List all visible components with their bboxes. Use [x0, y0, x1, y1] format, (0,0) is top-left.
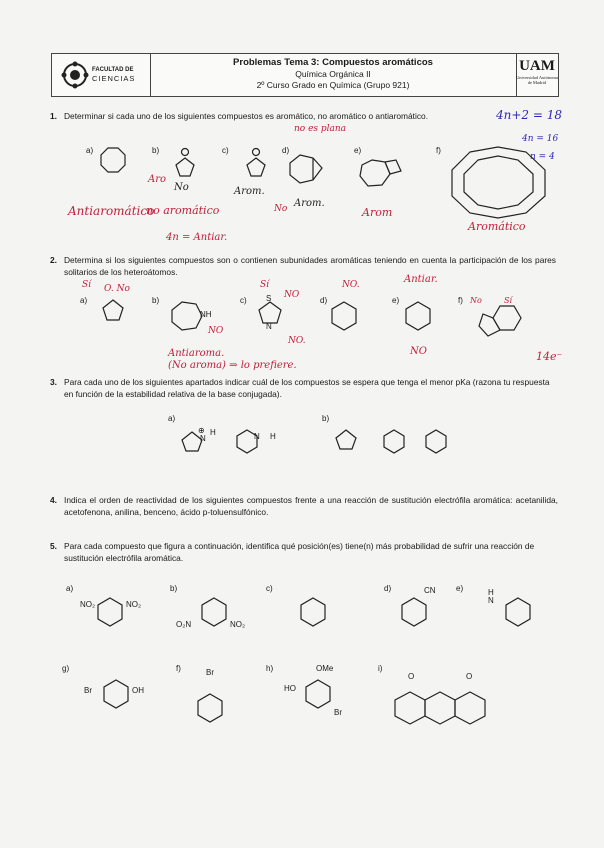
q5-text: Para cada compuesto que figura a continuación, identifica qué posición(es) tiene(n) más probabilidad de sufrir una reacción de sustitución electrófila aromática. — [64, 541, 535, 563]
q1-note-arom-e: Arom — [362, 206, 393, 219]
uni-line2: de Madrid — [527, 80, 547, 85]
q5-g-structure — [104, 680, 128, 708]
q5-f-structure — [198, 694, 222, 722]
q5-g-oh: OH — [132, 686, 144, 695]
q5-b-structure — [202, 598, 226, 626]
q5-h-ho: HO — [284, 684, 296, 693]
azepine-structure — [172, 302, 202, 330]
faculty-line2: CIENCIAS — [92, 74, 136, 83]
q2-note-no-f: No — [470, 296, 482, 305]
faculty-line1: FACULTAD DE — [92, 67, 134, 73]
q5-a-no2-left: NO₂ — [80, 600, 96, 609]
uam-logo: UAM — [519, 58, 555, 74]
pyrylium-structure — [332, 302, 356, 330]
q2-note-anti-b: Antiaroma. — [168, 348, 225, 359]
q5-label-b: b) — [170, 584, 178, 593]
q5-a-no2-right: NO₂ — [126, 600, 142, 609]
q1-note-noarom: no aromático — [146, 204, 220, 217]
cyclohexadiene-structure — [426, 430, 446, 453]
q5-label-h: h) — [266, 664, 274, 673]
q2-label-d: d) — [320, 296, 328, 305]
q5-h-ome: OMe — [316, 664, 334, 673]
q5-c-structure — [301, 598, 325, 626]
q1-number: 1. — [50, 111, 57, 121]
q2-note-si-c: Sí — [260, 280, 270, 290]
dioxin-structure — [406, 302, 430, 330]
q1-note-arom-c: Arom. — [234, 186, 265, 197]
furan-structure — [103, 300, 123, 320]
q1-label-f: f) — [436, 146, 441, 155]
q2-note-anti-b2: (No aroma) ⇒ lo prefiere. — [168, 360, 297, 371]
q1-label-e: e) — [354, 146, 362, 155]
q2-s-atom: S — [266, 294, 272, 303]
q3-text: Para cada uno de los siguientes apartados indicar cuál de los compuestos se espera que tenga el menor pKa (razona tu respuesta en función de la estabilidad relativa de la base conjugada). — [64, 377, 550, 399]
q5-number: 5. — [50, 541, 57, 551]
page-title: Problemas Tema 3: Compuestos aromáticos — [233, 57, 433, 68]
q2-label-e: e) — [392, 296, 400, 305]
q2-note-anti-e: Antiar. — [404, 274, 438, 285]
q1-note-aro: Aro — [148, 174, 167, 185]
q5-b-o2n: O₂N — [176, 620, 192, 629]
cyclopentadienyl-anion-structure — [247, 158, 265, 176]
q1-label-d: d) — [282, 146, 290, 155]
methano-annulene-structure — [290, 155, 322, 183]
q5-label-d: d) — [384, 584, 392, 593]
q2-label-c: c) — [240, 296, 247, 305]
q2-label-a: a) — [80, 296, 88, 305]
q3-h-b: H — [270, 432, 276, 441]
q2-note-si-f: Sí — [504, 296, 513, 305]
q5-label-a: a) — [66, 584, 74, 593]
purine-structure — [493, 306, 521, 330]
q1-note-arom-d: Arom. — [294, 198, 325, 209]
q5-label-e: e) — [456, 584, 464, 593]
q1-text: Determinar si cada uno de los siguientes compuestos es aromático, no aromático o antiaromático. — [64, 111, 429, 121]
q1-note-n: n = 4 — [530, 152, 555, 162]
q4-number: 4. — [50, 495, 57, 505]
q5-e-h: H — [488, 588, 494, 597]
q2-note-no-a: O. No — [104, 284, 130, 294]
q5-label-i: i) — [378, 664, 383, 673]
annulene-18-structure — [452, 147, 545, 218]
q1-note-anti: Antiaromático — [68, 204, 155, 218]
q2-n-atom: N — [266, 322, 272, 331]
pyran-structure — [384, 430, 404, 453]
q2-note-si-a: Sí — [82, 280, 92, 290]
q3-number: 3. — [50, 377, 57, 387]
cyclopentadiene-structure — [336, 430, 356, 449]
q2-note-no-c2: NO. — [288, 336, 306, 346]
q3-plus-a: ⊕ — [198, 426, 205, 435]
q5-f-br: Br — [206, 668, 214, 677]
q2-note-no-c1: NO — [284, 290, 300, 300]
q5-e-structure — [506, 598, 530, 626]
q1-note-4n: 4n = 16 — [522, 134, 559, 144]
uni-line1: Universidad Autónoma — [516, 75, 558, 80]
q1-note-plana: no es plana — [294, 124, 347, 134]
q3-h-a: H — [210, 428, 216, 437]
q1-label-a: a) — [86, 146, 94, 155]
course: 2º Curso Grado en Química (Grupo 921) — [256, 80, 410, 90]
q1-note-no-b: No — [174, 182, 189, 193]
q5-d-structure — [402, 598, 426, 626]
q2-label-b: b) — [152, 296, 160, 305]
q5-h-br: Br — [334, 708, 342, 717]
q3-label-b: b) — [322, 414, 330, 423]
q2-nh-atom: NH — [200, 310, 212, 319]
q5-label-c: c) — [266, 584, 273, 593]
q5-i-o-right: O — [466, 672, 473, 681]
q3-n-a: N — [200, 434, 206, 443]
thiazolium-structure — [259, 302, 281, 323]
q5-label-f: f) — [176, 664, 181, 673]
q5-a-structure — [98, 598, 122, 626]
q2-number: 2. — [50, 255, 57, 265]
q1-note-no-d: No — [274, 204, 288, 214]
q2-label-f: f) — [458, 296, 463, 305]
q5-d-cn: CN — [424, 586, 436, 595]
q5-h-structure — [306, 680, 330, 708]
q5-i-o-left: O — [408, 672, 415, 681]
q2-note-count: 14e⁻ — [536, 350, 563, 363]
q5-g-br: Br — [84, 686, 92, 695]
q3-label-a: a) — [168, 414, 176, 423]
q5-i-structure — [425, 692, 455, 724]
q1-note-antic: 4n = Antiar. — [166, 232, 228, 243]
subject: Química Orgánica II — [295, 69, 371, 79]
q5-b-no2: NO₂ — [230, 620, 246, 629]
cyclooctatetraene-structure — [101, 148, 125, 172]
q5-label-g: g) — [62, 664, 70, 673]
q1-label-b: b) — [152, 146, 160, 155]
q3-n-b: N — [254, 432, 260, 441]
q1-label-c: c) — [222, 146, 229, 155]
q1-note-formula: 4n+2 = 18 — [496, 108, 563, 122]
q2-note-no-b: NO — [208, 326, 224, 336]
q2-note-no-d: NO. — [342, 280, 360, 290]
cyclopentadienyl-cation-structure — [176, 158, 194, 176]
q5-e-n: N — [488, 596, 494, 605]
q2-text: Determina si los siguientes compuestos son o contienen subunidades aromáticas teniendo en cuenta la participación de los pares solitarios de los heteroátomos. — [64, 255, 556, 277]
q1-note-arom-f: Aromático — [468, 220, 526, 233]
q4-text: Indica el orden de reactividad de los siguientes compuestos frente a una reacción de sustitución electrófila aromática: acetanilida, acetofenona, anilina, benceno, ácido p-toluensulfónico. — [64, 495, 558, 517]
q2-note-no-e: NO — [410, 346, 427, 357]
